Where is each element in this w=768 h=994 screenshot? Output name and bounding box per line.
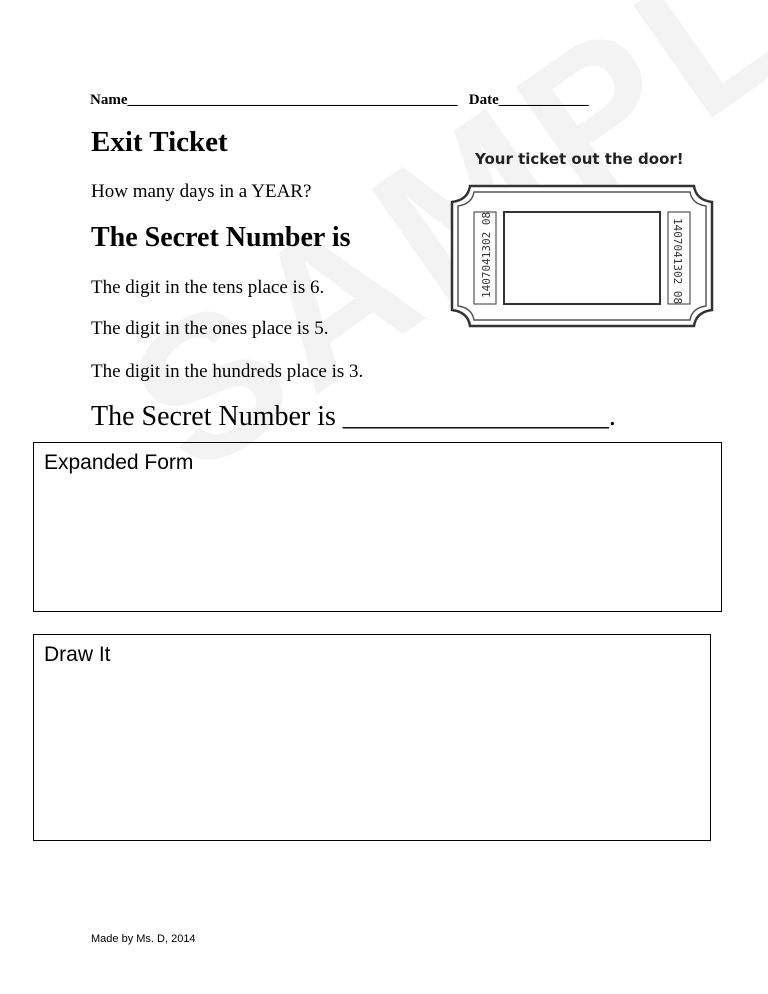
date-field[interactable]: Date____________: [468, 92, 589, 108]
expanded-form-label: Expanded Form: [44, 451, 194, 474]
draw-it-label: Draw It: [44, 643, 111, 666]
ticket-graphic: [444, 140, 720, 336]
clue-tens: The digit in the tens place is 6.: [91, 277, 325, 298]
secret-number-heading: The Secret Number is: [91, 222, 351, 253]
clue-ones: The digit in the ones place is 5.: [91, 318, 329, 339]
draw-it-box[interactable]: [33, 634, 711, 841]
footer-credit: Made by Ms. D, 2014: [91, 933, 196, 945]
ticket-serial-left: 1407041302 08: [480, 211, 493, 298]
name-field[interactable]: Name____________________________________________: [90, 92, 458, 108]
ticket-caption: Your ticket out the door!: [475, 150, 684, 168]
ticket-serial-right: 1407041302 08: [671, 218, 684, 305]
expanded-form-box[interactable]: [33, 442, 722, 612]
name-date-line: [90, 92, 589, 109]
question-text: How many days in a YEAR?: [91, 181, 312, 202]
clue-hundreds: The digit in the hundreds place is 3.: [91, 361, 364, 382]
ticket-illustration: [444, 140, 720, 336]
answer-line[interactable]: The Secret Number is ___________________.: [91, 401, 616, 432]
page-title: Exit Ticket: [91, 126, 228, 158]
